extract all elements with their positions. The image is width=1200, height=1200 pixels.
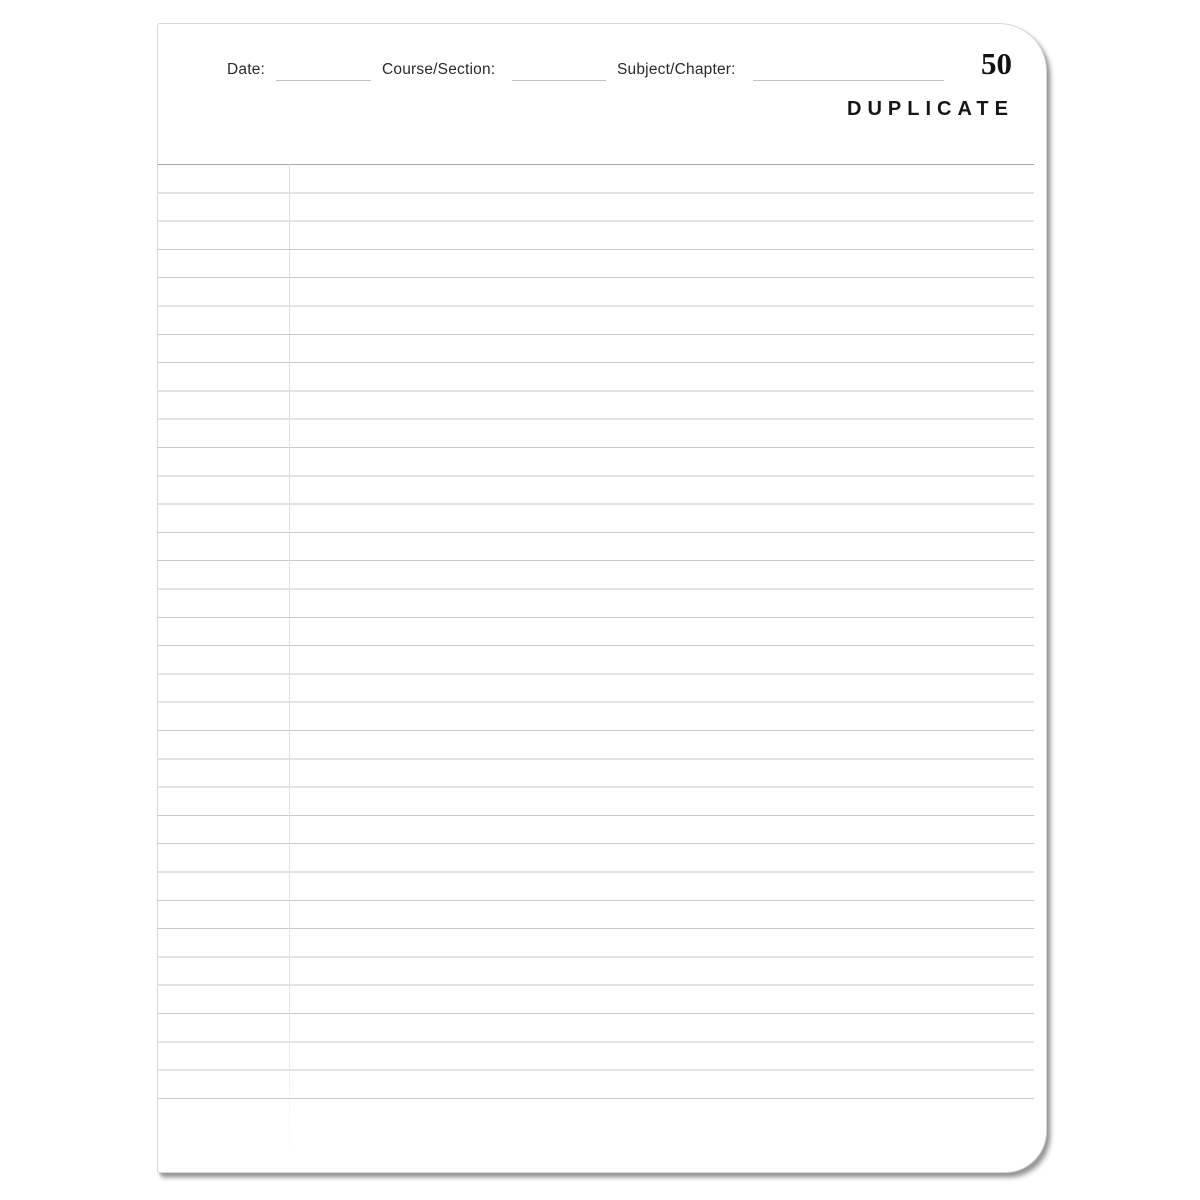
date-field-line: [276, 80, 371, 81]
notebook-sheet: [157, 23, 1047, 1173]
left-margin-line: [289, 164, 290, 1158]
course-section-field-line: [512, 80, 606, 81]
duplicate-stamp: DUPLICATE: [847, 98, 1014, 120]
subject-chapter-field-line: [753, 80, 944, 81]
course-section-label: Course/Section:: [382, 61, 496, 78]
subject-chapter-label: Subject/Chapter:: [617, 61, 736, 78]
date-label: Date:: [227, 61, 266, 78]
page-number: 50: [981, 46, 1012, 81]
